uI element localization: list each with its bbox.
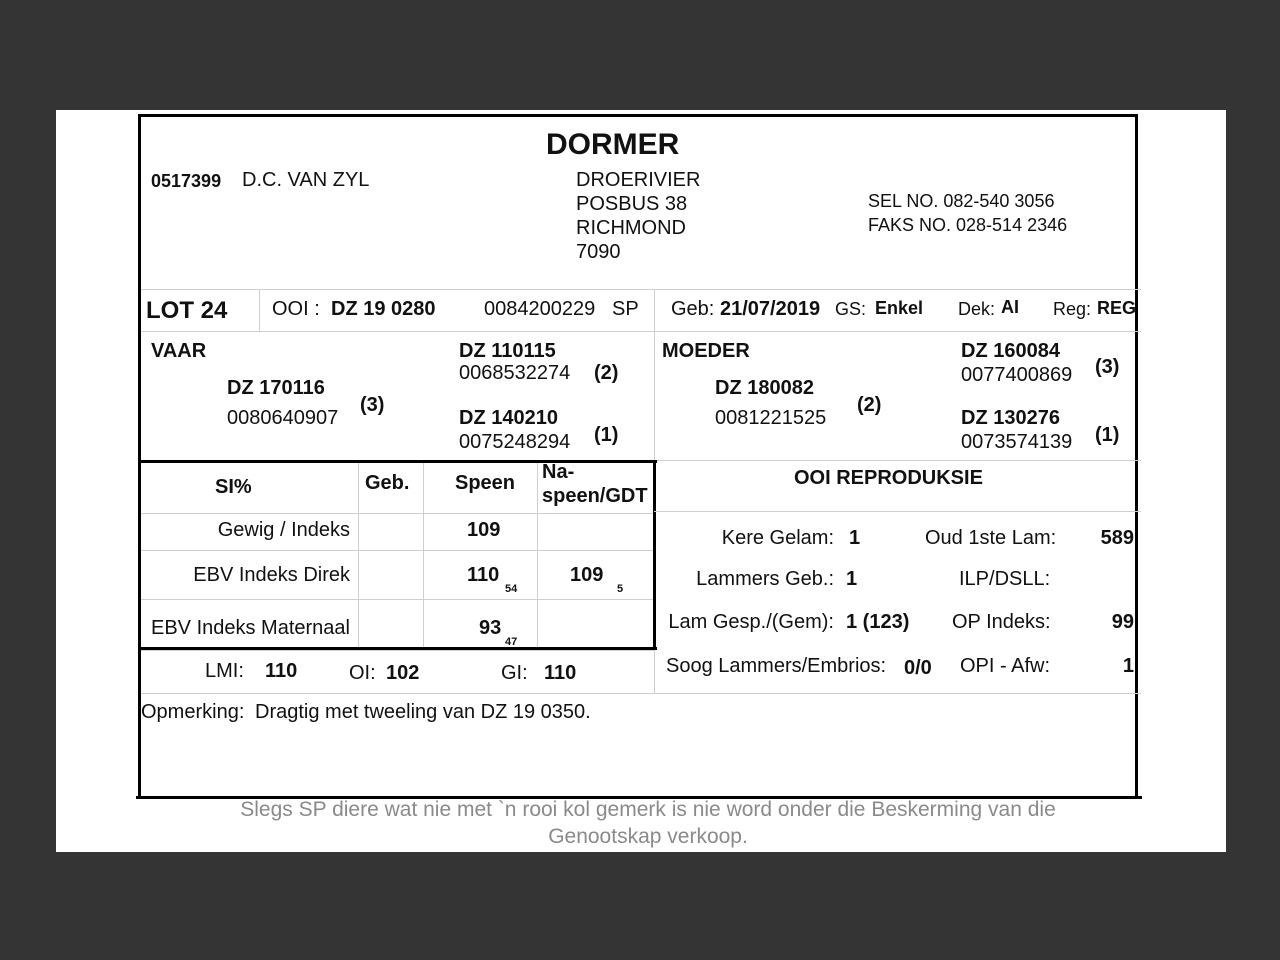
moeder-sire-rank: (3) bbox=[1095, 356, 1120, 378]
dek-label: Dek: bbox=[958, 299, 996, 319]
moeder-sire-id: DZ 160084 bbox=[961, 340, 1060, 362]
gewig-speen: 109 bbox=[467, 519, 501, 541]
naspeen-header-line2: speen/GDT bbox=[542, 485, 648, 507]
divider bbox=[141, 331, 1141, 332]
si-table-top-border bbox=[138, 460, 657, 463]
direk-speen: 110 bbox=[467, 564, 500, 586]
lot-card bbox=[138, 114, 1138, 798]
vaar-dam-number: 0075248294 bbox=[459, 431, 571, 453]
footer-line-2: Genootskap verkoop. bbox=[548, 825, 748, 848]
direk-naspeen-sub: 5 bbox=[617, 583, 624, 595]
kere-gelam-value: 1 bbox=[849, 527, 861, 549]
lot-number: LOT 24 bbox=[146, 297, 228, 324]
vaar-dam-rank: (1) bbox=[594, 424, 619, 446]
lmi-label: LMI: bbox=[205, 660, 244, 682]
catalog-page bbox=[56, 110, 1226, 852]
oi-value: 102 bbox=[386, 662, 420, 684]
ilp-label: ILP/DSLL: bbox=[959, 568, 1051, 590]
gs-label: GS: bbox=[835, 299, 867, 319]
fax-number: FAKS NO. 028-514 2346 bbox=[868, 215, 1068, 235]
moeder-id: DZ 180082 bbox=[715, 377, 814, 399]
sp-marker: SP bbox=[612, 298, 639, 320]
divider bbox=[423, 463, 424, 647]
vaar-id: DZ 170116 bbox=[227, 377, 325, 399]
vaar-label: VAAR bbox=[151, 340, 207, 362]
moeder-sire-number: 0077400869 bbox=[961, 364, 1073, 386]
row-label-ebv-direk: EBV Indeks Direk bbox=[193, 564, 350, 586]
moeder-dam-rank: (1) bbox=[1095, 424, 1120, 446]
row-label-gewig: Gewig / Indeks bbox=[217, 519, 350, 541]
address-line-4: 7090 bbox=[576, 241, 621, 263]
speen-header: Speen bbox=[455, 472, 516, 494]
address-line-3: RICHMOND bbox=[576, 217, 686, 239]
divider bbox=[358, 463, 359, 647]
row-label-ebv-maternaal: EBV Indeks Maternaal bbox=[151, 617, 350, 639]
reg-label: Reg: bbox=[1053, 299, 1092, 319]
divider bbox=[654, 511, 1141, 512]
maternaal-speen-sub: 47 bbox=[505, 636, 518, 648]
moeder-dam-id: DZ 130276 bbox=[961, 407, 1060, 429]
gs-value: Enkel bbox=[875, 298, 924, 318]
soog-value: 0/0 bbox=[904, 657, 932, 679]
ooi-label: OOI : bbox=[272, 298, 320, 320]
divider bbox=[259, 289, 260, 331]
breed-title: DORMER bbox=[546, 128, 680, 161]
kere-gelam-label: Kere Gelam: bbox=[721, 527, 834, 549]
remark-text: Dragtig met tweeling van DZ 19 0350. bbox=[255, 701, 591, 723]
vaar-dam-id: DZ 140210 bbox=[459, 407, 558, 429]
divider bbox=[537, 463, 538, 647]
op-indeks-value: 99 bbox=[1111, 611, 1134, 633]
oud-value: 589 bbox=[1100, 527, 1134, 549]
footer-line-1: Slegs SP diere wat nie met `n rooi kol gemerk is nie word onder die Beskerming van die bbox=[240, 798, 1056, 821]
moeder-label: MOEDER bbox=[662, 340, 750, 362]
op-indeks-label: OP Indeks: bbox=[952, 611, 1051, 633]
divider bbox=[654, 460, 1141, 461]
divider bbox=[141, 693, 1141, 694]
divider bbox=[141, 289, 1141, 290]
divider bbox=[141, 513, 653, 514]
divider bbox=[141, 599, 653, 600]
oi-label: OI: bbox=[349, 662, 376, 684]
maternaal-speen: 93 bbox=[479, 617, 502, 639]
reproduksie-title: OOI REPRODUKSIE bbox=[794, 467, 983, 489]
dek-value: AI bbox=[1001, 297, 1019, 317]
lammers-geb-label: Lammers Geb.: bbox=[696, 568, 834, 590]
footer-note bbox=[56, 796, 1240, 850]
reg-value: REG bbox=[1097, 298, 1137, 318]
gi-value: 110 bbox=[544, 662, 577, 684]
moeder-rank: (2) bbox=[857, 394, 882, 416]
opi-afw-label: OPI - Afw: bbox=[960, 655, 1051, 677]
naspeen-header-line1: Na- bbox=[542, 461, 575, 483]
vaar-number: 0080640907 bbox=[227, 407, 339, 429]
lam-gesp-label: Lam Gesp./(Gem): bbox=[668, 611, 834, 633]
registration-number: 0084200229 bbox=[484, 298, 596, 320]
birth-label: Geb: bbox=[671, 298, 715, 320]
vaar-sire-number: 0068532274 bbox=[459, 362, 571, 384]
geb-header: Geb. bbox=[365, 472, 410, 494]
remark-label: Opmerking: bbox=[141, 701, 245, 723]
divider bbox=[141, 650, 654, 651]
lam-gesp-value: 1 (123) bbox=[846, 611, 910, 633]
vaar-rank: (3) bbox=[360, 394, 385, 416]
owner-name: D.C. VAN ZYL bbox=[242, 169, 370, 191]
soog-label: Soog Lammers/Embrios: bbox=[666, 655, 887, 677]
lmi-value: 110 bbox=[265, 660, 298, 682]
moeder-number: 0081221525 bbox=[715, 407, 827, 429]
vaar-sire-rank: (2) bbox=[594, 362, 619, 384]
direk-naspeen: 109 bbox=[570, 564, 604, 586]
ooi-value: DZ 19 0280 bbox=[331, 298, 436, 320]
address-line-1: DROERIVIER bbox=[576, 169, 701, 191]
divider bbox=[141, 550, 653, 551]
cell-number: SEL NO. 082-540 3056 bbox=[868, 191, 1055, 211]
lammers-geb-value: 1 bbox=[846, 568, 858, 590]
address-line-2: POSBUS 38 bbox=[576, 193, 688, 215]
direk-speen-sub: 54 bbox=[505, 583, 518, 595]
gi-label: GI: bbox=[501, 662, 528, 684]
si-header: SI% bbox=[215, 476, 252, 498]
member-number: 0517399 bbox=[151, 171, 222, 191]
oud-label: Oud 1ste Lam: bbox=[925, 527, 1057, 549]
moeder-dam-number: 0073574139 bbox=[961, 431, 1073, 453]
birth-date: 21/07/2019 bbox=[720, 298, 821, 320]
vaar-sire-id: DZ 110115 bbox=[459, 340, 556, 362]
opi-afw-value: 1 bbox=[1122, 655, 1134, 677]
